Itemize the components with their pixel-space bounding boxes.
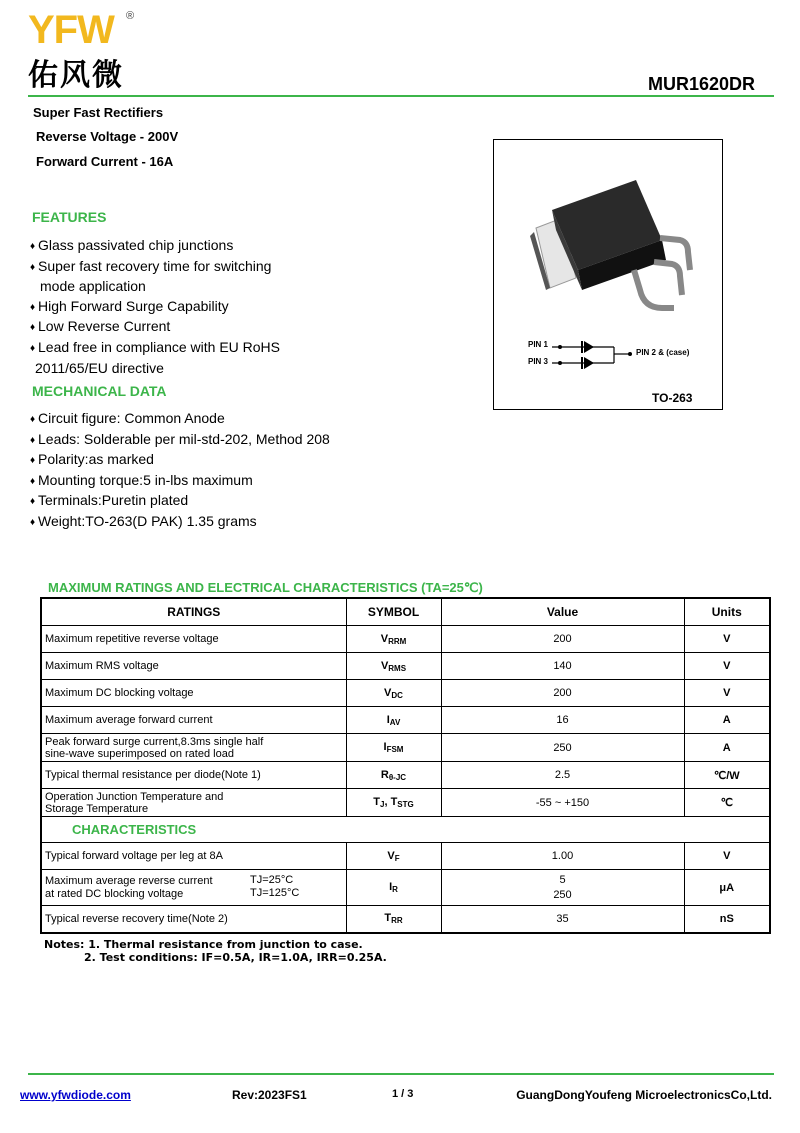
header-symbol: SYMBOL xyxy=(346,598,441,626)
table-row: Typical forward voltage per leg at 8A VF 1.00 V xyxy=(41,843,770,870)
table-row: Peak forward surge current,8.3ms single half sine-wave superimposed on rated load IFSM 250 A xyxy=(41,734,770,762)
pin3-label: PIN 3 xyxy=(528,357,549,366)
header-divider xyxy=(28,95,774,97)
header-value: Value xyxy=(441,598,684,626)
product-type: Super Fast Rectifiers xyxy=(33,105,164,120)
list-item: ♦ Super fast recovery time for switching xyxy=(30,257,272,274)
part-number: MUR1620DR xyxy=(647,74,755,94)
table-row: Maximum average reverse current at rated DC blocking voltage TJ=25°C TJ=125°C IR 5 250 μA xyxy=(41,870,770,906)
reverse-voltage: Reverse Voltage - 200V xyxy=(36,129,179,144)
list-item: mode application xyxy=(40,278,146,295)
header-ratings: RATINGS xyxy=(41,598,346,626)
note-2: 2. Test conditions: IF=0.5A, IR=1.0A, IRR=0.25A. xyxy=(84,951,387,964)
registered-mark: ® xyxy=(126,10,135,22)
package-illustration xyxy=(494,140,722,409)
list-item: ♦ Circuit figure: Common Anode xyxy=(30,410,225,426)
list-item: ♦ Weight:TO-263(D PAK) 1.35 grams xyxy=(30,512,257,529)
table-row: Operation Junction Temperature and Storage Temperature TJ, TSTG -55 ~ +150 ℃ xyxy=(41,789,770,817)
list-item: ♦ Low Reverse Current xyxy=(30,318,171,335)
mechanical-list xyxy=(30,409,330,533)
table-row: Maximum DC blocking voltage VDC 200 V xyxy=(41,680,770,707)
logo-chinese-name: 佑风微 xyxy=(28,58,124,93)
table-row: Maximum RMS voltage VRMS 140 V xyxy=(41,653,770,680)
list-item: ♦ Lead free in compliance with EU RoHS xyxy=(30,338,281,355)
notes xyxy=(44,938,387,964)
features-title: FEATURES xyxy=(32,209,107,225)
list-item: ♦ Leads: Solderable per mil-std-202, Method 208 xyxy=(30,430,330,447)
table-title: MAXIMUM RATINGS AND ELECTRICAL CHARACTERISTICS (TA=25℃) xyxy=(48,580,483,595)
temp-conditions: TJ=25°C TJ=125°C xyxy=(250,874,300,899)
company-name: GuangDongYoufeng MicroelectronicsCo,Ltd. xyxy=(516,1088,772,1102)
website-link[interactable]: www.yfwdiode.com xyxy=(20,1088,131,1102)
ratings-table xyxy=(40,597,771,934)
table-header-row xyxy=(41,598,770,626)
table-row: Typical reverse recovery time(Note 2) TRR 35 nS xyxy=(41,906,770,933)
list-item: ♦ Glass passivated chip junctions xyxy=(30,237,234,253)
forward-current: Forward Current - 16A xyxy=(36,154,174,169)
table-row: Typical thermal resistance per diode(Note 1) Rθ-JC 2.5 ℃/W xyxy=(41,762,770,789)
pin2-label: PIN 2 & (case) xyxy=(636,348,690,357)
list-item: 2011/65/EU directive xyxy=(35,359,164,376)
footer-divider xyxy=(28,1073,774,1075)
characteristics-label: CHARACTERISTICS xyxy=(41,817,770,843)
note-1: Notes: 1. Thermal resistance from junction to case. xyxy=(44,938,363,951)
pin1-label: PIN 1 xyxy=(528,340,549,349)
list-item: ♦ Terminals:Puretin plated xyxy=(30,492,189,509)
package-figure xyxy=(493,139,723,410)
company-logo xyxy=(28,8,138,93)
list-item: ♦ Mounting torque:5 in-lbs maximum xyxy=(30,471,253,488)
page-number: 1 / 3 xyxy=(392,1088,414,1100)
logo-brand: YFW xyxy=(28,8,114,52)
header-units: Units xyxy=(684,598,770,626)
package-name: TO-263 xyxy=(652,391,693,405)
list-item: ♦ Polarity:as marked xyxy=(30,451,154,468)
table-row: Maximum repetitive reverse voltage VRRM 200 V xyxy=(41,626,770,653)
characteristics-header-row xyxy=(41,817,770,843)
features-list xyxy=(30,236,280,378)
list-item: ♦ High Forward Surge Capability xyxy=(30,297,229,314)
revision: Rev:2023FS1 xyxy=(232,1088,307,1102)
table-row: Maximum average forward current IAV 16 A xyxy=(41,707,770,734)
mechanical-title: MECHANICAL DATA xyxy=(32,383,167,399)
